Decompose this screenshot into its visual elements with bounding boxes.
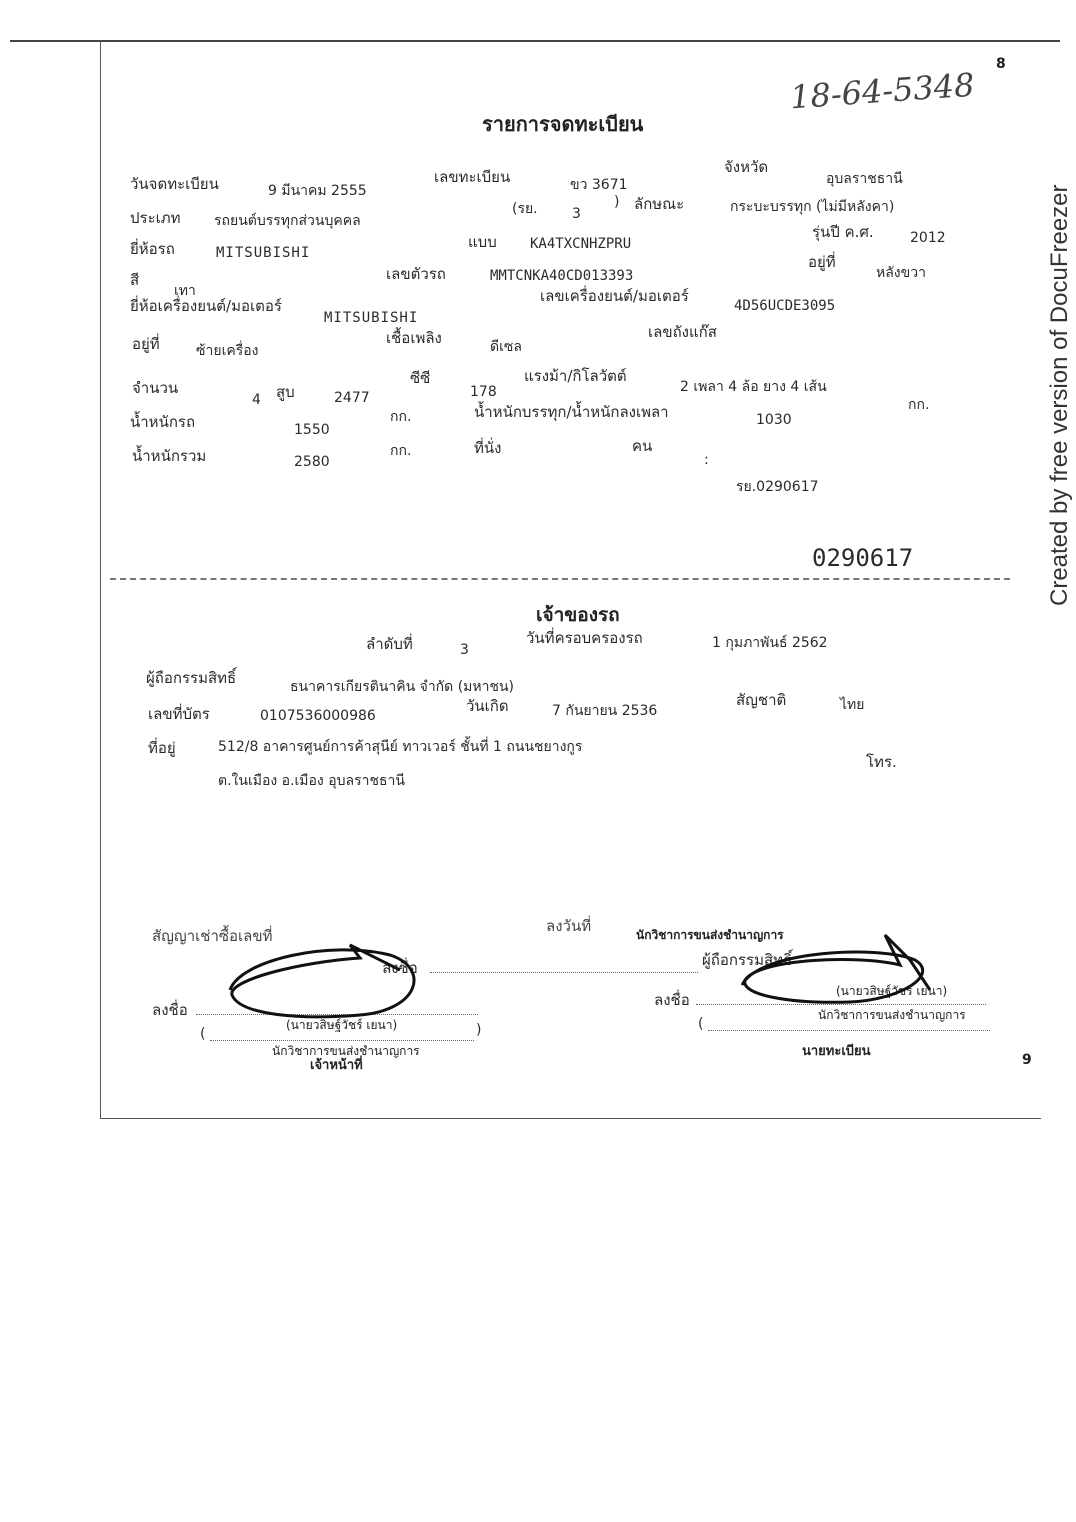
right-title: นักวิชาการขนส่งชำนาญการ bbox=[818, 1008, 966, 1022]
nationality-label: สัญชาติ bbox=[736, 691, 787, 709]
order-label: ลำดับที่ bbox=[366, 635, 413, 653]
right-name: (นายวสิษฐ์วัชร์ เยนา) bbox=[836, 984, 948, 998]
plate: ขว 3671 bbox=[570, 177, 628, 193]
order: 3 bbox=[460, 642, 469, 658]
owner-title: เจ้าของรถ bbox=[536, 604, 620, 626]
chassis-label: เลขตัวรถ bbox=[386, 265, 446, 283]
fuel-label: เชื้อเพลิง bbox=[386, 329, 442, 347]
right-paren-open: ( bbox=[698, 1016, 704, 1032]
engine-brand: MITSUBISHI bbox=[324, 310, 419, 326]
officer-title-right-top: นักวิชาการขนส่งชำนาญการ bbox=[636, 928, 784, 942]
model-year: 2012 bbox=[910, 230, 946, 246]
left-signature bbox=[230, 945, 414, 1017]
engine-cc: 2477 bbox=[334, 390, 370, 406]
model: KA4TXCNHZPRU bbox=[530, 236, 632, 252]
ry-close: ) bbox=[614, 194, 620, 210]
weight-label: น้ำหนักรถ bbox=[130, 413, 196, 431]
engine-number: 4D56UCDE3095 bbox=[734, 298, 836, 314]
vehicle-nature: กระบะบรรทุก (ไม่มีหลังคา) bbox=[730, 199, 895, 215]
address-line-1: 512/8 อาคารศูนย์การค้าสุนีย์ ทาวเวอร์ ชั้นที่ 1 ถนนชยางกูร bbox=[218, 739, 583, 755]
address-label: ที่อยู่ bbox=[148, 739, 176, 757]
total-weight-label: น้ำหนักรวม bbox=[132, 447, 207, 465]
engine-location-label: อยู่ที่ bbox=[132, 335, 160, 353]
birth-date: 7 กันยายน 2536 bbox=[552, 703, 658, 719]
chassis-location: หลังขวา bbox=[876, 265, 926, 281]
horsepower: 178 bbox=[470, 384, 497, 400]
reg-date-label: วันจดทะเบียน bbox=[130, 175, 219, 193]
reg-date: 9 มีนาคม 2555 bbox=[268, 183, 367, 199]
load-label: น้ำหนักบรรทุก/น้ำหนักลงเพลา bbox=[474, 403, 669, 421]
engine-number-label: เลขเครื่องยนต์/มอเตอร์ bbox=[540, 287, 689, 305]
holder-label: ผู้ถือกรรมสิทธิ์ bbox=[146, 669, 237, 687]
birth-label: วันเกิด bbox=[466, 697, 509, 715]
color: เทา bbox=[174, 283, 196, 299]
chassis-number: MMTCNKA40CD013393 bbox=[490, 268, 634, 284]
model-label: แบบ bbox=[468, 233, 497, 251]
engine-brand-label: ยี่ห้อเครื่องยนต์/มอเตอร์ bbox=[130, 297, 282, 315]
tel-label: โทร. bbox=[866, 753, 897, 771]
registration-title: รายการจดทะเบียน bbox=[482, 112, 644, 136]
cylinders: 4 bbox=[252, 392, 261, 408]
possess-date-label: วันที่ครอบครองรถ bbox=[526, 629, 643, 647]
count-label: จำนวน bbox=[132, 379, 179, 397]
right-signature bbox=[742, 935, 930, 1002]
load-unit: กก. bbox=[908, 397, 930, 413]
brand-label: ยี่ห้อรถ bbox=[130, 240, 175, 258]
sign-label-right: ลงชื่อ bbox=[654, 991, 690, 1009]
cylinder-unit: สูบ bbox=[276, 383, 295, 401]
chassis-location-label: อยู่ที่ bbox=[808, 253, 836, 271]
colon-mark: : bbox=[704, 452, 709, 468]
page-number-top: 8 bbox=[996, 56, 1006, 72]
handwritten-number: 18-64-5348 bbox=[788, 65, 976, 117]
model-year-label: รุ่นปี ค.ศ. bbox=[812, 223, 874, 241]
left-officer-title: นักวิชาการขนส่งชำนาญการ bbox=[272, 1044, 420, 1058]
nationality: ไทย bbox=[840, 697, 865, 713]
province: อุบลราชธานี bbox=[826, 171, 903, 187]
total-weight-unit: กก. bbox=[390, 443, 412, 459]
seats-unit: คน bbox=[632, 437, 653, 455]
left-paren-close: ) bbox=[476, 1022, 482, 1038]
left-officer-role: เจ้าหน้าที่ bbox=[310, 1058, 363, 1073]
plate-label: เลขทะเบียน bbox=[434, 168, 511, 186]
engine-location: ซ้ายเครื่อง bbox=[196, 343, 259, 359]
seats-label: ที่นั่ง bbox=[474, 439, 502, 457]
left-name: (นายวสิษฐ์วัชร์ เยนา) bbox=[286, 1018, 398, 1032]
total-weight: 2580 bbox=[294, 454, 330, 470]
axles-wheels: 2 เพลา 4 ล้อ ยาง 4 เส้น bbox=[680, 379, 827, 395]
vehicle-weight: 1550 bbox=[294, 422, 330, 438]
registrar-role: นายทะเบียน bbox=[802, 1044, 871, 1059]
possess-date: 1 กุมภาพันธ์ 2562 bbox=[712, 635, 828, 651]
fuel: ดีเซล bbox=[490, 339, 522, 355]
gas-tank-label: เลขถังแก๊ส bbox=[648, 323, 717, 341]
load-weight: 1030 bbox=[756, 412, 792, 428]
contract-label: สัญญาเช่าซื้อเลขที่ bbox=[152, 927, 273, 945]
sign-label-left: ลงชื่อ bbox=[152, 1001, 188, 1019]
watermark: Created by free version of DocuFreezer bbox=[1046, 184, 1073, 606]
id-label: เลขที่บัตร bbox=[148, 705, 210, 723]
ry-open: (รย. bbox=[512, 201, 538, 217]
address-line-2: ต.ในเมือง อ.เมือง อุบลราชธานี bbox=[218, 773, 405, 789]
type-label: ประเภท bbox=[130, 209, 181, 227]
ry-code: รย.0290617 bbox=[736, 479, 819, 495]
serial-number: 0290617 bbox=[812, 544, 914, 572]
contract-date-label: ลงวันที่ bbox=[546, 917, 592, 935]
holder-name: ธนาคารเกียรตินาคิน จำกัด (มหาชน) bbox=[290, 679, 515, 695]
vehicle-type: รถยนต์บรรทุกส่วนบุคคล bbox=[214, 213, 361, 229]
id-number: 0107536000986 bbox=[260, 708, 376, 724]
cc-label: ซีซี bbox=[410, 369, 431, 387]
brand: MITSUBISHI bbox=[216, 245, 311, 261]
page-number-bottom: 9 bbox=[1022, 1052, 1032, 1068]
ry-number: 3 bbox=[572, 206, 581, 222]
horsepower-label: แรงม้า/กิโลวัตต์ bbox=[524, 367, 627, 385]
nature-label: ลักษณะ bbox=[634, 195, 685, 213]
sign-label-mid: ลงชื่อ bbox=[382, 959, 418, 977]
weight-unit: กก. bbox=[390, 409, 412, 425]
left-paren-open: ( bbox=[200, 1026, 206, 1042]
holder-caption: ผู้ถือกรรมสิทธิ์ bbox=[702, 951, 793, 969]
province-label: จังหวัด bbox=[724, 158, 769, 176]
color-label: สี bbox=[130, 271, 140, 289]
